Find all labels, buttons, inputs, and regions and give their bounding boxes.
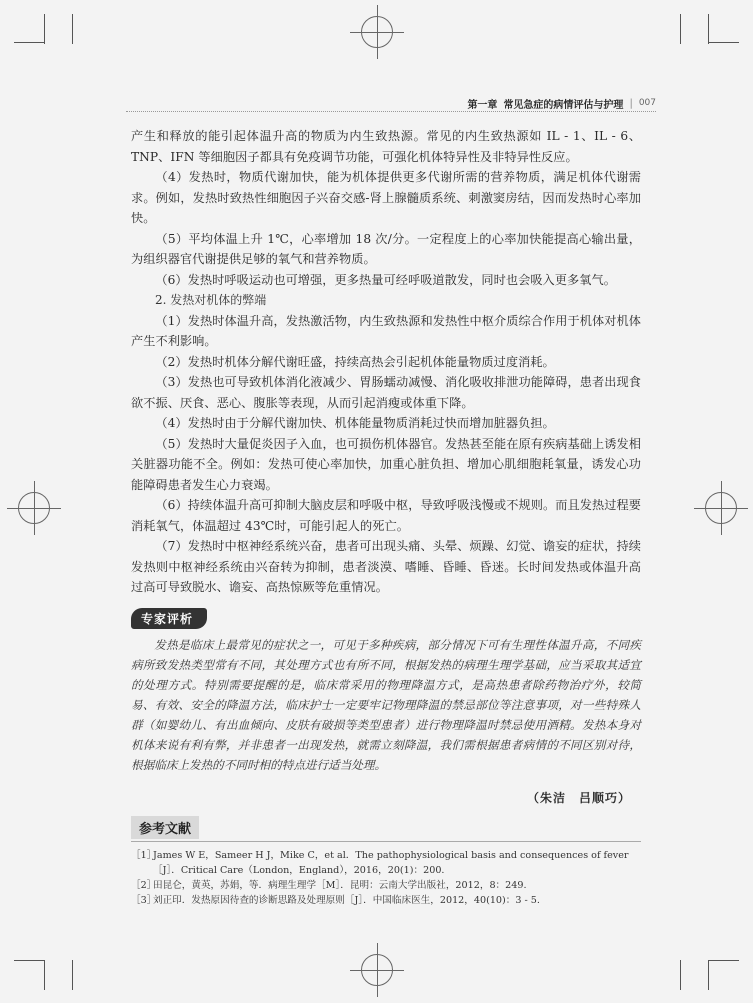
authors: （朱洁 吕顺巧） (526, 790, 631, 805)
page-number: 007 (638, 98, 656, 108)
chapter-title: 常见急症的病情评估与护理 (503, 99, 624, 111)
registration-mark-left (18, 492, 50, 524)
page-content (131, 126, 641, 908)
paragraph: （3）发热也可导致机体消化液减少、胃肠蠕动减慢、消化吸收排泄功能障碍，患者出现食欲不振、厌食、恶心、腹胀等表现，从而引起消瘦或体重下降。 (131, 375, 641, 410)
reference-list (131, 848, 641, 908)
crop-mark (44, 960, 45, 990)
crop-mark (44, 14, 45, 44)
paragraph: （6）发热时呼吸运动也可增强，更多热量可经呼吸道散发，同时也会吸入更多氧气。 (155, 272, 616, 287)
registration-mark-right (705, 492, 737, 524)
paragraph: （5）平均体温上升 1℃，心率增加 18 次/分。一定程度上的心率加快能提高心输出量，为组织器官代谢提供足够的氧气和营养物质。 (131, 231, 641, 266)
header-separator: | (629, 97, 633, 109)
crop-mark (708, 960, 709, 990)
paragraph: （5）发热时大量促炎因子入血，也可损伤机体器官。发热甚至能在原有疾病基础上诱发相关脏器功能不全。例如：发热可使心率加快，加重心脏负担、增加心肌细胞耗氧量，诱发心功能障碍患者发生心力衰竭。 (131, 436, 641, 492)
reference-text: James W E，Sameer H J，Mike C，et al．The pathophysiological basis and consequences of fever［J］．Critical Care（London，England），2016，20(1)：200. (153, 849, 629, 876)
paragraph: 产生和释放的能引起体温升高的物质为内生致热源。常见的内生致热源如 IL - 1、IL - 6、TNP、IFN 等细胞因子都具有免疫调节功能，可强化机体特异性及非特异性反应。 (131, 129, 641, 164)
paragraph: （1）发热时体温升高，发热激活物，内生致热源和发热性中枢介质综合作用于机体对机体产生不利影响。 (131, 313, 641, 348)
paragraph: （2）发热时机体分解代谢旺盛，持续高热会引起机体能量物质过度消耗。 (155, 354, 555, 369)
crop-mark (709, 42, 739, 43)
expert-badge: 专家评析 (131, 608, 207, 629)
reference-item (131, 848, 641, 878)
crop-mark (72, 14, 73, 44)
chapter-number: 第一章 (467, 99, 498, 111)
crop-mark (14, 960, 44, 961)
crop-mark (680, 14, 681, 44)
paragraph: （6）持续体温升高可抑制大脑皮层和呼吸中枢，导致呼吸浅慢或不规则。而且发热过程要消耗氧气，体温超过 43℃时，可能引起人的死亡。 (131, 498, 641, 533)
paragraph: （7）发热时中枢神经系统兴奋，患者可出现头痛、头晕、烦躁、幻觉、谵妄的症状，持续发热则中枢神经系统由兴奋转为抑制，患者淡漠、嗜睡、昏睡、昏迷。长时间发热或体温升高过高可导致脱水、谵妄、高热惊厥等危重情况。 (131, 539, 641, 594)
crop-mark (14, 42, 44, 43)
references-title: 参考文献 (131, 816, 199, 839)
registration-mark-bottom (361, 954, 393, 986)
expert-commentary: 发热是临床上最常见的症状之一，可见于多种疾病，部分情况下可有生理性体温升高，不同疾病所致发热类型常有不同，其处理方式也有所不同，根据发热的病理生理学基础，应当采取其适宜的处理方式。特别需要提醒的是，临床常采用的物理降温方式，是高热患者除药物治疗外，较简易、有效、安全的降温方法，临床护士一定要牢记物理降温的禁忌部位等注意事项，对一些特殊人群（如婴幼儿、有出血倾向、皮肤有破损等类型患者）进行物理降温时禁忌使用酒精。发热本身对机体来说有利有弊，并非患者一出现发热，就需立刻降温，我们需根据患者病情的不同区别对待，根据临床上发热的不同时相的特点进行适当处理。 (131, 637, 641, 772)
registration-mark-top (361, 16, 393, 48)
reference-text: 田昆仑，黄英，苏娟，等．病理生理学［M］．昆明：云南大学出版社，2012，8：249. (153, 879, 527, 891)
paragraph: （4）发热时，物质代谢加快，能为机体提供更多代谢所需的营养物质，满足机体代谢需求。例如，发热时致热性细胞因子兴奋交感-肾上腺髓质系统、刺激窦房结，因而发热时心率加快。 (131, 170, 641, 225)
reference-number: ［1］ (131, 849, 157, 861)
crop-mark (680, 960, 681, 990)
crop-mark (708, 14, 709, 44)
reference-number: ［3］ (131, 894, 157, 906)
crop-mark (709, 960, 739, 961)
crop-mark (72, 960, 73, 990)
running-head (126, 95, 656, 112)
reference-item (131, 893, 641, 908)
reference-item (131, 878, 641, 893)
section-subheading: 2. 发热对机体的弊端 (155, 293, 267, 307)
paragraph: （4）发热时由于分解代谢加快、机体能量物质消耗过快而增加脏器负担。 (155, 416, 555, 430)
references-divider (131, 841, 641, 842)
reference-text: 刘正印．发热原因待查的诊断思路及处理原则［J］．中国临床医生，2012，40(10)：3 - 5. (153, 894, 540, 906)
reference-number: ［2］ (131, 879, 157, 891)
